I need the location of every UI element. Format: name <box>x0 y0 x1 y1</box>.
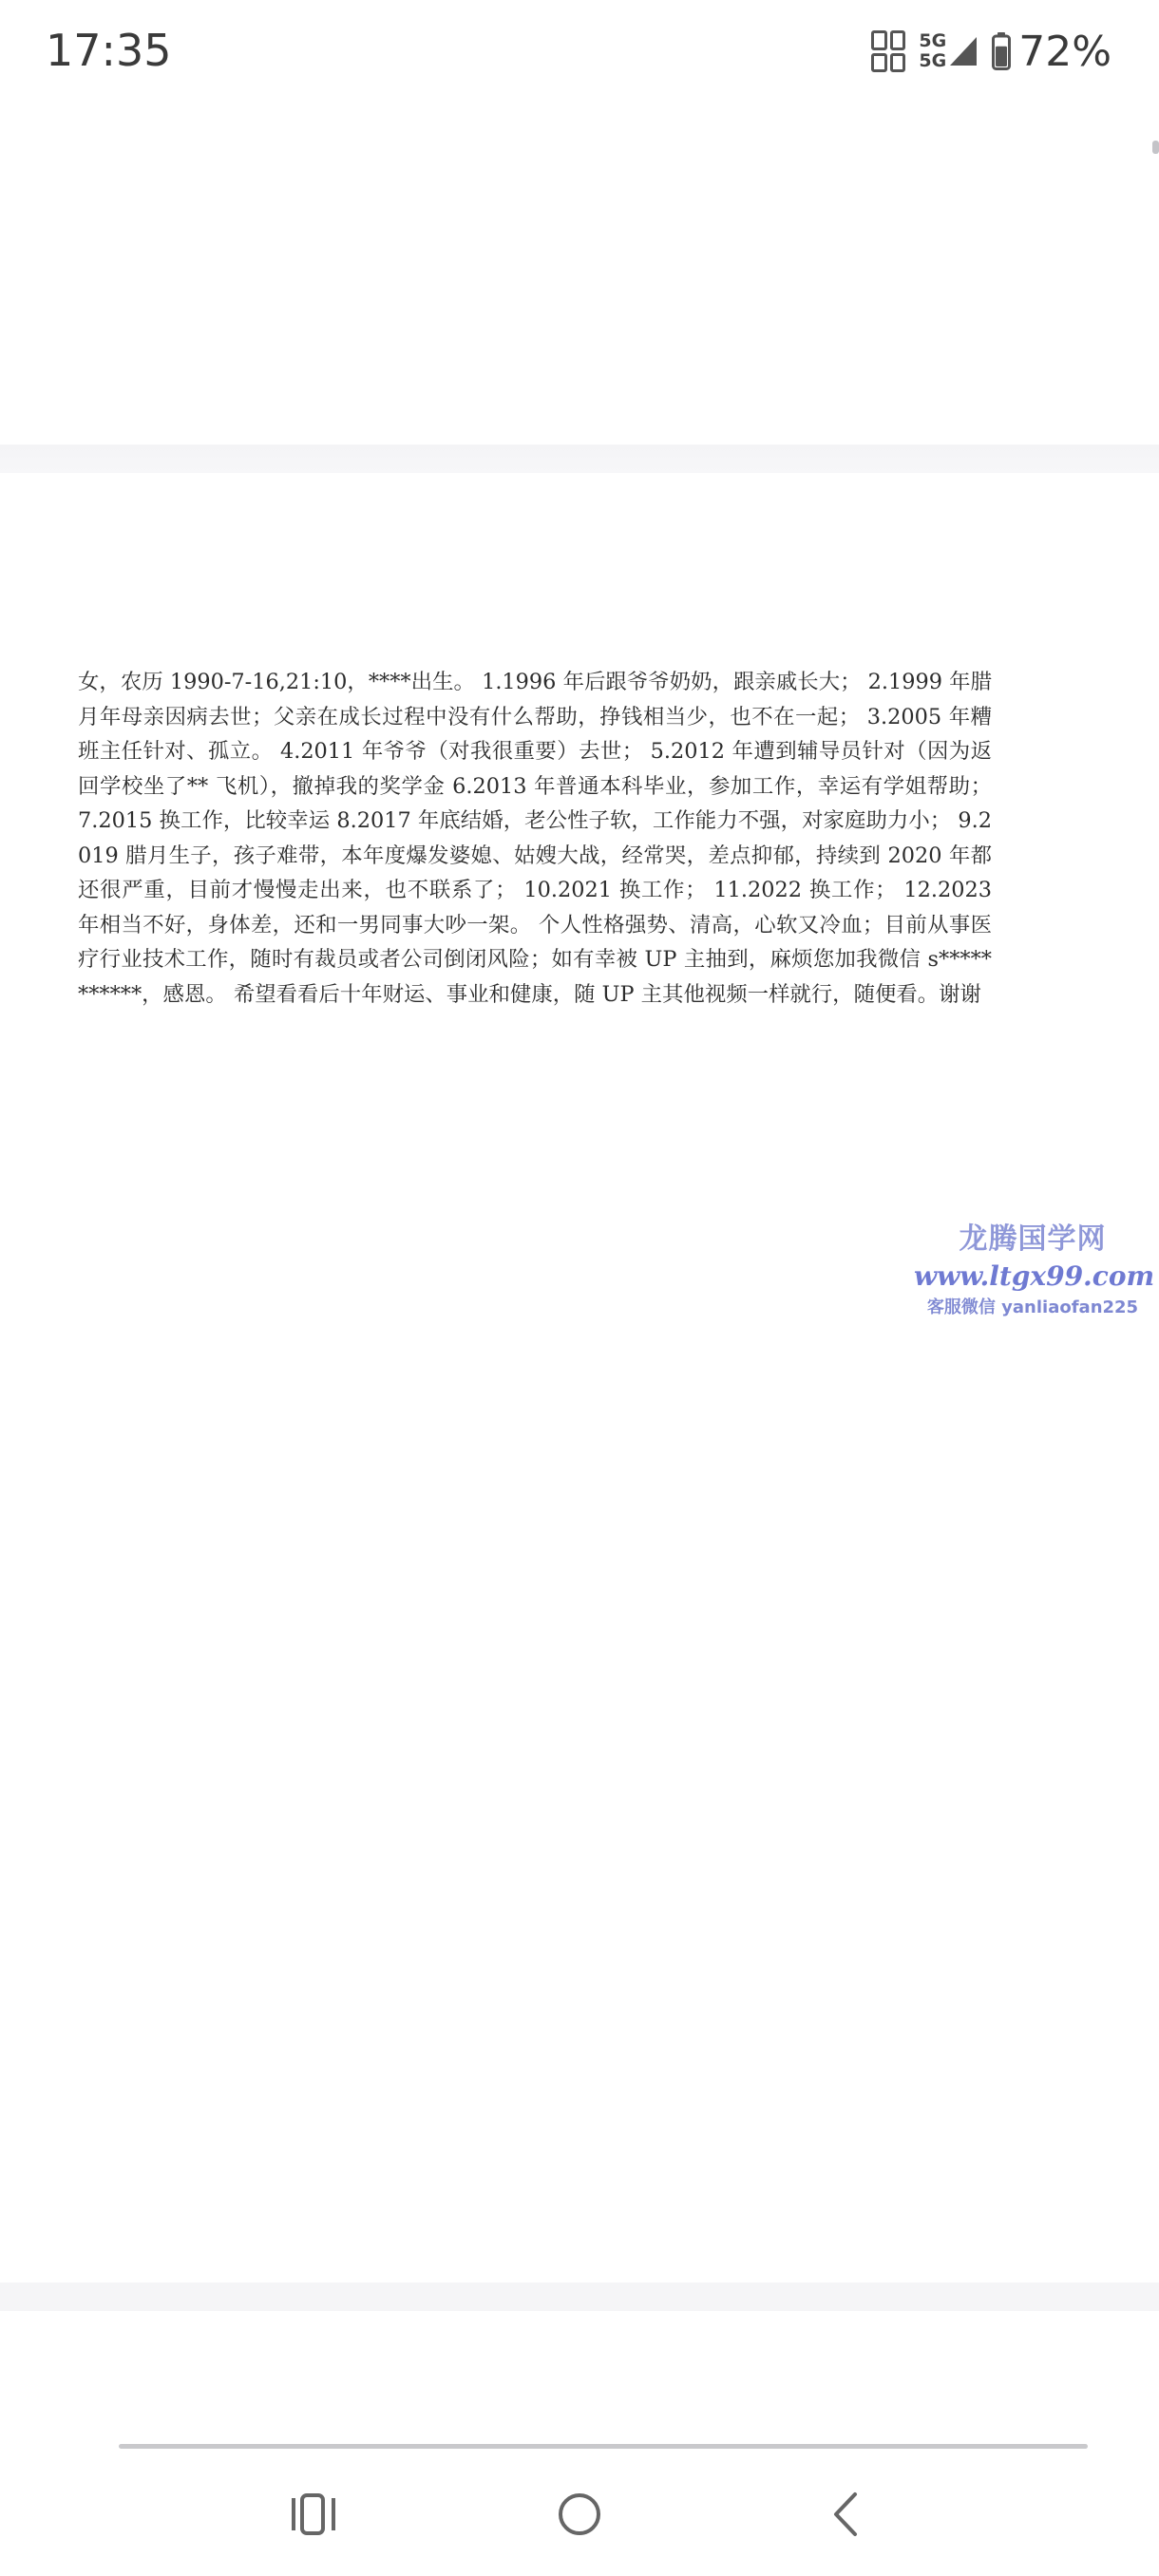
watermark-name: 龙腾国学网 <box>959 1222 1107 1256</box>
navigation-bar <box>0 2444 1159 2576</box>
status-time: 17:35 <box>46 25 172 76</box>
battery-percent: 72% <box>1018 27 1112 76</box>
document-paragraph: 女，农历 1990-7-16,21:10，****出生。 1.1996 年后跟爷爷奶奶，跟亲戚长大； 2.1999 年腊月年母亲因病去世；父亲在成长过程中没有什么帮助，挣钱相当少，也不在一起； 3.2005 年糟班主任针对、孤立。 4.2011 年爷爷（对我很重要）去世； 5.2012 年遭到辅导员针对（因为返回学校坐了** 飞机），撤掉我的奖学金 6.2013 年普通本科毕业，参加工作，幸运有学姐帮助； 7.2015 换工作，比较幸运 8.2017 年底结婚，老公性子软，工作能力不强，对家庭助力小； 9.2019 腊月生子，孩子难带，本年度爆发婆媳、姑嫂大战，经常哭，差点抑郁，持续到 2020 年都还很严重，目前才慢慢走出来，也不联系了； 10.2021 换工作； 11.2022 换工作； 12.2023 年相当不好，身体差，还和一男同事大吵一架。 个人性格强势、清高，心软又冷血；目前从事医疗行业技术工作，随时有裁员或者公司倒闭风险；如有幸被 UP 主抽到，麻烦您加我微信 s***********，感恩。 希望看看后十年财运、事业和健康，随 UP 主其他视频一样就行，随便看。谢谢 <box>78 670 992 1007</box>
home-button[interactable] <box>542 2476 618 2552</box>
network-type <box>919 31 946 71</box>
page-divider <box>0 2282 1159 2311</box>
recent-apps-button[interactable] <box>276 2476 352 2552</box>
status-bar <box>0 0 1159 103</box>
signal-icon <box>948 35 978 67</box>
watermark-url: www.ltgx99.com <box>914 1260 1155 1292</box>
status-icons <box>871 25 1112 78</box>
nav-handle <box>119 2444 1088 2449</box>
network-type-bottom: 5G <box>919 50 947 71</box>
scrollbar-thumb[interactable] <box>1152 141 1159 154</box>
watermark-contact: 客服微信 yanliaofan225 <box>926 1297 1139 1317</box>
hd-volte-icon <box>871 30 905 72</box>
home-icon <box>556 2491 603 2538</box>
watermark <box>914 1221 1155 1321</box>
battery-icon <box>992 32 1011 70</box>
network-type-top: 5G <box>919 30 947 51</box>
previous-page-area <box>0 103 1159 445</box>
next-page-area <box>0 2311 1159 2444</box>
page-divider <box>0 445 1159 473</box>
back-button[interactable] <box>808 2476 884 2552</box>
back-icon <box>826 2491 864 2538</box>
recent-apps-icon <box>290 2493 337 2535</box>
